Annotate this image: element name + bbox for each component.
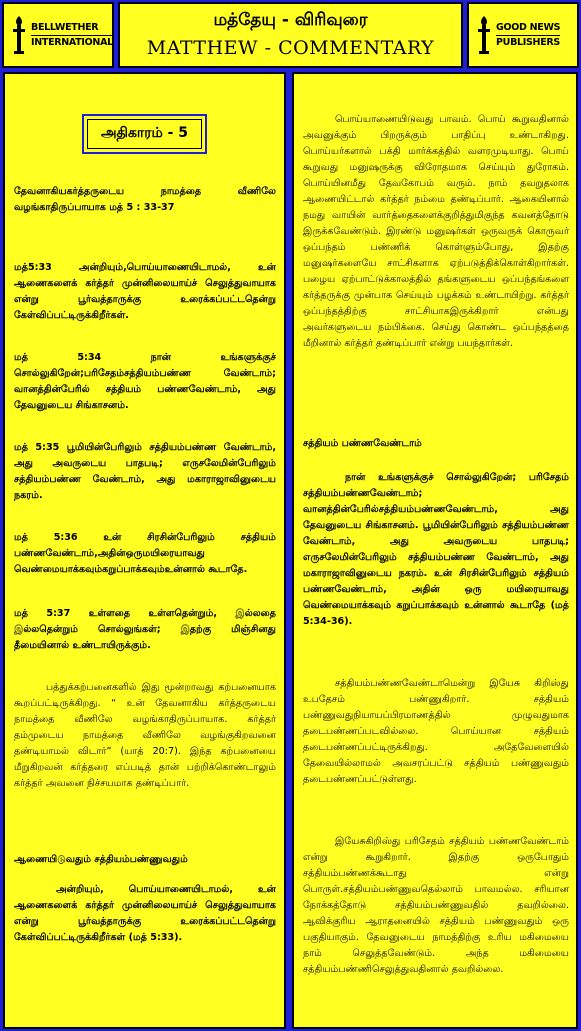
right-logo-line2: PUBLISHERS	[496, 36, 560, 48]
section-heading: தேவனாகியகர்த்தருடைய நாமத்தை வீணிலே வழங்காதிருப்பாயாக மத் 5 : 33-37	[14, 186, 276, 213]
right-logo-line1: GOOD NEWS	[496, 21, 560, 36]
header	[2, 2, 579, 68]
chapter-box	[82, 114, 207, 154]
verse-5-37: மத் 5:37 உள்ளதை உள்ளதென்றும், இல்லதை இல்லதென்றும் சொல்லுங்கள்; இதற்கு மிஞ்சினது தீமையினால் உண்டாயிருக்கும்.	[14, 608, 276, 651]
bellwether-logo	[2, 2, 114, 68]
commentary-paragraph: இயேசுகிறிஸ்து பரிசேதம் சத்தியம் பண்ணவேண்டாம் என்று கூறுகிறார். இதற்கு ஒருபோதும் சத்தியம்பண்ணக்கூடாது என்று பொருள்.சத்தியம்பண்ணுவதெல்லாம் பாவமல்ல. சரியான நோக்கத்தோடு சத்தியம்பண்ணுவதில் தவறில்லை. ஆவிக்குரிய ஆராதனையில் சத்தியம் பண்ணுவதும் ஒரு பகுதியாகும். தேவனுடைய நாமத்திற்கு உரிய மகிமையை நாம் செலுத்தவேண்டும். அந்த மகிமையை சத்தியம்பண்ணிசெலுத்துவதினால் தவறில்லை.	[303, 836, 569, 975]
quote-paragraph: அன்றியும், பொய்யாணையிடாமல், உன் ஆணைகளைக் கர்த்தர் முன்னிலையாய்ச் செலுத்துவாயாக என்று பூர்வத்தாருக்கு உரைக்கப்பட்டதென்று கேள்விப்பட்டிருக்கிறீர்கள் (மத் 5:33).	[14, 884, 276, 943]
title-english: MATTHEW - COMMENTARY	[146, 37, 435, 59]
commentary-paragraph: பத்துக்கற்பனைகளில் இது மூன்றாவது கற்பனையாக கூறப்பட்டிருக்கிறது. “ உன் தேவனாகிய கர்த்தருடைய நாமத்தை வீணிலே வழங்காதிருப்பாயாக. கர்த்தர் தம்முடைய நாமத்தை வீணிலே வழங்குகிறவனை தண்டியாமல் விடார்” (யாத் 20:7). இந்த கற்பனையை மீறுகிறவன் கர்த்தரை எப்படித் தான் பற்றிக்கொண்டாலும் கர்த்தர் அவனை நிச்சயமாக தண்டிப்பார்.	[14, 682, 276, 789]
subheading: சத்தியம் பண்ணவேண்டாம்	[303, 438, 422, 449]
commentary-paragraph: சத்தியம்பண்ணவேண்டாமென்று இயேசு கிறிஸ்து உபதேசம் பண்ணுகிறார். சத்தியம் பண்ணுவதுநியாயப்பிரமாணத்தில் முழுவதுமாக தடைபண்ணப்படவில்லை. பொய்யான சத்தியம் தடைபண்ணப்பட்டிருக்கிறது. அதேவேளையில் தேவையில்லாமல் அவசரப்பட்டு சத்தியம் பண்ணுவதும் தடைபண்ணப்பட்டுள்ளது.	[303, 678, 569, 785]
title-box	[118, 2, 463, 68]
left-column	[3, 72, 286, 1029]
verse-5-34: மத் 5:34 நான் உங்களுக்குச் சொல்லுகிறேன்;பரிசேதம்சத்தியம்பண்ண வேண்டாம்; வானத்தின்பேரில் சத்தியம் பண்ணவேண்டாம், அது தேவனுடைய சிங்காசனம்.	[14, 352, 276, 411]
chapter-label: அதிகாரம் - 5	[87, 119, 202, 149]
quote-paragraph: நான் உங்களுக்குச் சொல்லுகிறேன்; பரிசேதம் சத்தியம்பண்ணவேண்டாம்; வானத்தின்பேரில்சத்தியம்பண்ணவேண்டாம், அது தேவனுடைய சிங்காசனம். பூமியின்பேரிலும் சத்தியம்பண்ண வேண்டாம், அது அவருடைய பாதபடி; எருசலேமின்பேரிலும் சத்தியம்பண்ண வேண்டாம், அது மகாராஜாவினுடைய நகரம். உன் சிரசின்பேரிலும் சத்தியம் பண்ணவேண்டாம், அதின் ஒரு மயிரையாவது வெண்மையாக்கவும் கறுப்பாக்கவும் உன்னால் கூடாதே (மத் 5:34-36).	[303, 472, 569, 627]
commentary-paragraph: பொய்யாணையிடுவது பாவம். பொய் கூறுவதினால் அவனுக்கும் பிறருக்கும் பாதிப்பு உண்டாகிறது. பொய்யர்களால் பக்தி மார்க்கத்தில் வளரமுடியாது. பொய் கூறுவது மனுஷருக்கு விரோதமாக செய்யும் துரோகம். பொய்யினமீது தேவகோபம் வரும். நாம் தவறுதலாக ஆணையிட்டால் கர்த்தர் நம்மை தண்டிப்பார். ஆகையினால் நமது வாயின் வார்த்தைகளைக்குறித்துமிகுந்த கவனத்தோடு இருக்கவேண்டும். இரண்டு மனுஷர்கள் ஒருவருக் கொருவர் ஒப்பந்தம் பண்ணிக் கொள்ளும்போது, இதற்கு மனுஷர்களையே சாட்சிகளாக ஏற்படுத்திக்கொள்கிறார்கள். பழைய ஏற்பாட்டுக்காலத்தில் தங்களுடைய ஒப்பந்தங்களை கர்த்தருக்கு முன்பாக செய்யும் பழக்கம் உண்டாயிற்று. கர்த்தர் ஒப்பந்தத்திற்கு சாட்சியாகஇருக்கிறார் என்பது அவர்களுடைய நம்பிக்கை. செய்து கொண்ட ஒப்பந்தத்தை மீறினால் கர்த்தர் தண்டிப்பார் என்று பயந்தார்கள்.	[303, 114, 569, 349]
subheading: ஆணையிடுவதும் சத்தியம்பண்ணுவதும்	[14, 854, 188, 865]
good-news-logo	[467, 2, 579, 68]
left-logo-line1: BELLWETHER	[31, 21, 113, 36]
verse-5-36: மத் 5:36 உன் சிரசின்பேரிலும் சத்தியம் பண்ணவேண்டாம்,அதின்ஒருமயிரையாவது வெண்மையாக்கவும்கறுப்பாக்கவும்உன்னால் கூடாதே.	[14, 532, 276, 575]
lamp-emblem-icon	[10, 15, 28, 55]
verse-5-35: மத் 5:35 பூமியின்பேரிலும் சத்தியம்பண்ண வேண்டாம், அது அவருடைய பாதபடி; எருசலேமின்பேரிலும் சத்தியம்பண்ண வேண்டாம், அது மகாராஜாவினுடைய நகரம்.	[14, 442, 276, 501]
verse-5-33: மத்5:33 அன்றியும்,பொய்யாணையிடாமல், உன் ஆணைகளைக் கர்த்தர் முன்னிலையாய்ச் செலுத்துவாயாக என்று பூர்வத்தாருக்கு உரைக்கப்பட்டதென்று கேள்விப்பட்டிருக்கிறீர்கள்.	[14, 262, 276, 321]
lamp-emblem-icon	[475, 15, 493, 55]
left-logo-line2: INTERNATIONAL	[31, 36, 113, 48]
right-column	[292, 72, 578, 1029]
title-tamil: மத்தேயு - விரிவுரை	[213, 10, 368, 30]
